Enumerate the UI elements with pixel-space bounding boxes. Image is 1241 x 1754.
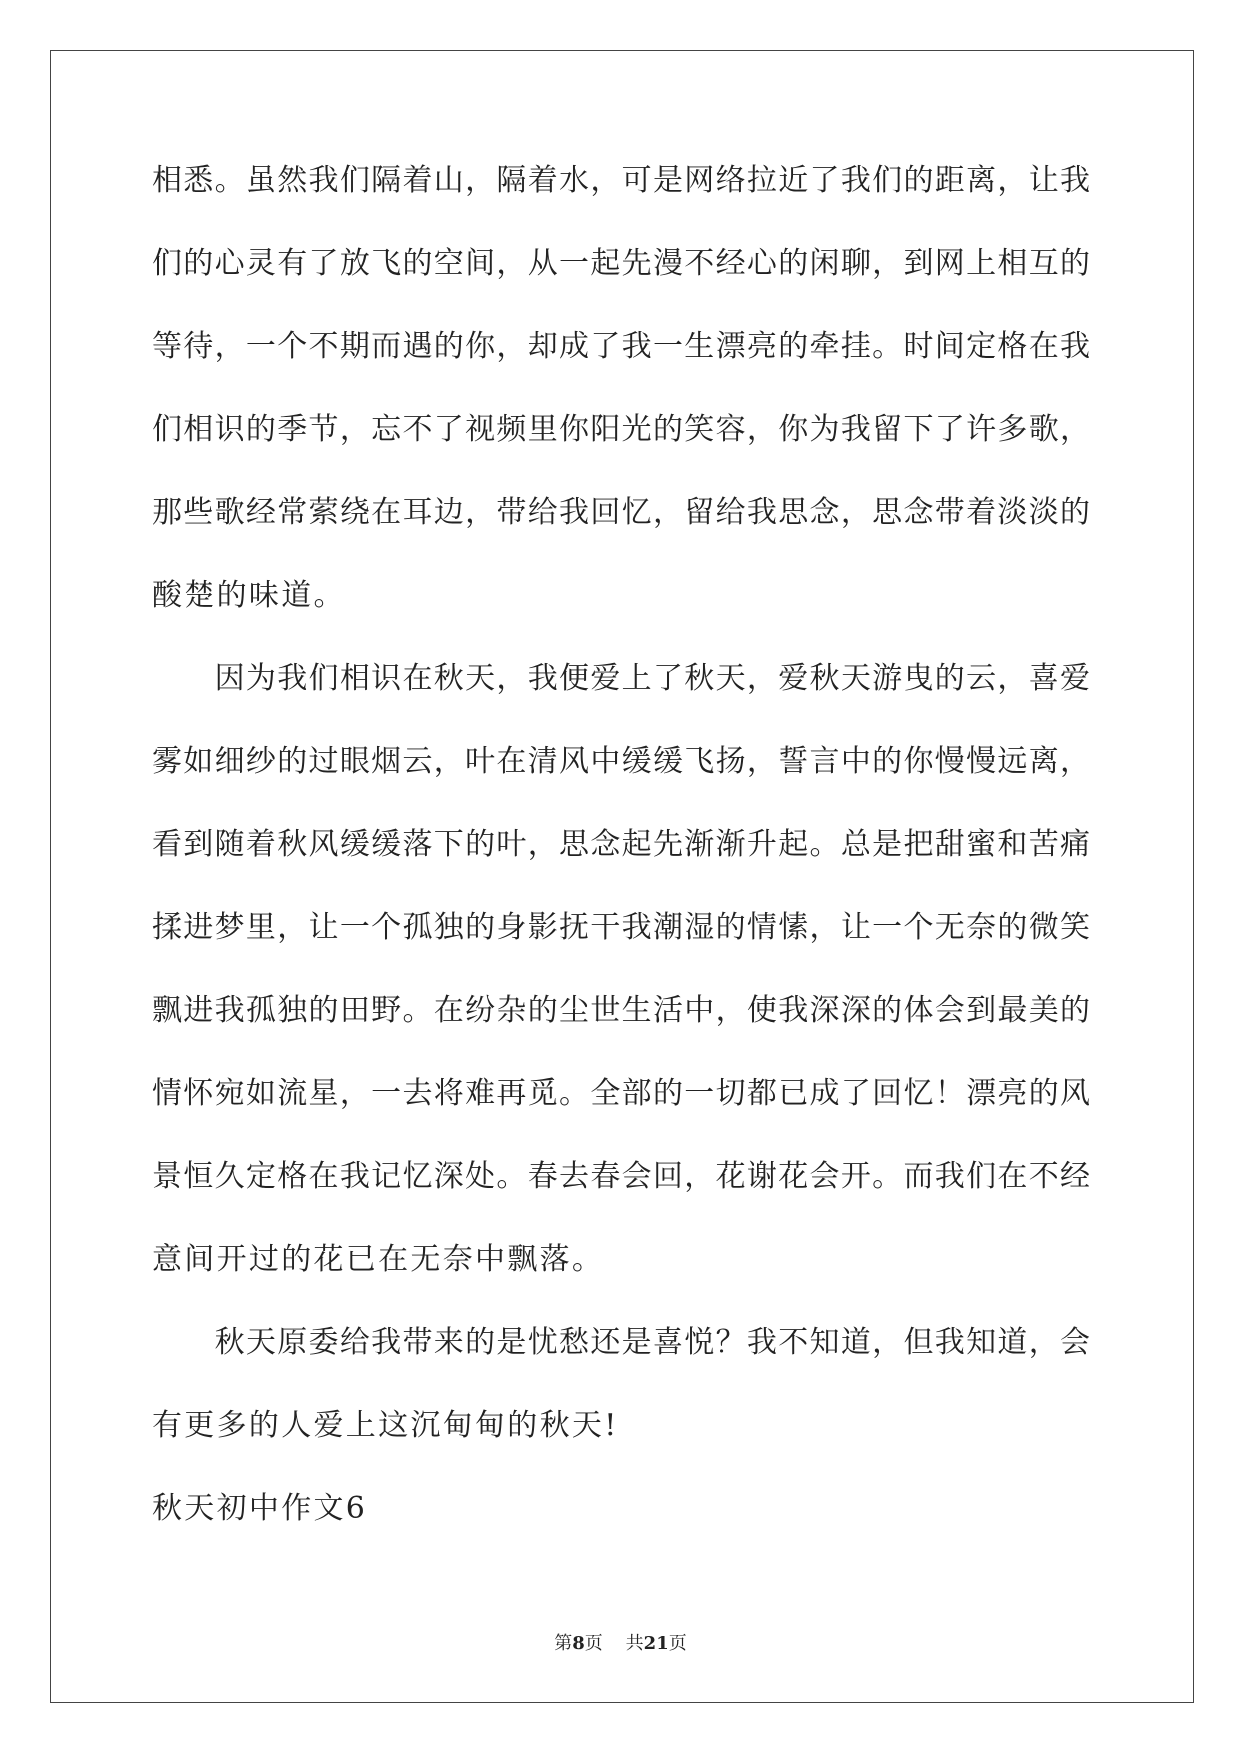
footer-prefix: 第 bbox=[554, 1633, 573, 1654]
text-line: 等待，一个不期而遇的你，却成了我一生漂亮的牵挂。时间定格在我 bbox=[152, 329, 1090, 364]
footer-page-suffix: 页 bbox=[584, 1633, 603, 1654]
text-line: 有更多的人爱上这沉甸甸的秋天! bbox=[152, 1408, 619, 1443]
text-line: 秋天原委给我带来的是忧愁还是喜悦？我不知道，但我知道，会 bbox=[152, 1325, 1090, 1360]
text-line: 相悉。虽然我们隔着山，隔着水，可是网络拉近了我们的距离，让我 bbox=[152, 163, 1090, 198]
total-page-number: 21 bbox=[643, 1633, 669, 1654]
text-line: 飘进我孤独的田野。在纷杂的尘世生活中，使我深深的体会到最美的 bbox=[152, 993, 1090, 1028]
section-heading: 秋天初中作文6 bbox=[152, 1491, 368, 1526]
text-line: 们相识的季节，忘不了视频里你阳光的笑容，你为我留下了许多歌， bbox=[152, 412, 1090, 447]
text-line: 看到随着秋风缓缓落下的叶，思念起先渐渐升起。总是把甜蜜和苦痛 bbox=[152, 827, 1090, 862]
text-line: 揉进梦里，让一个孤独的身影抚干我潮湿的情愫，让一个无奈的微笑 bbox=[152, 910, 1090, 945]
footer-total-prefix: 共 bbox=[625, 1633, 644, 1654]
text-line: 因为我们相识在秋天，我便爱上了秋天，爱秋天游曳的云，喜爱 bbox=[152, 661, 1090, 696]
text-line: 雾如细纱的过眼烟云，叶在清风中缓缓飞扬，誓言中的你慢慢远离， bbox=[152, 744, 1090, 779]
page-footer bbox=[0, 1634, 1241, 1654]
current-page-number: 8 bbox=[572, 1633, 585, 1654]
text-line: 酸楚的味道。 bbox=[152, 578, 346, 613]
text-line: 那些歌经常萦绕在耳边，带给我回忆，留给我思念，思念带着淡淡的 bbox=[152, 495, 1090, 530]
text-line: 景恒久定格在我记忆深处。春去春会回，花谢花会开。而我们在不经 bbox=[152, 1159, 1090, 1194]
footer-total-suffix: 页 bbox=[668, 1633, 687, 1654]
text-line: 情怀宛如流星，一去将难再觅。全部的一切都已成了回忆！漂亮的风 bbox=[152, 1076, 1090, 1111]
document-body bbox=[152, 163, 1090, 1577]
text-line: 意间开过的花已在无奈中飘落。 bbox=[152, 1242, 605, 1277]
text-line: 们的心灵有了放飞的空间，从一起先漫不经心的闲聊，到网上相互的 bbox=[152, 246, 1090, 281]
